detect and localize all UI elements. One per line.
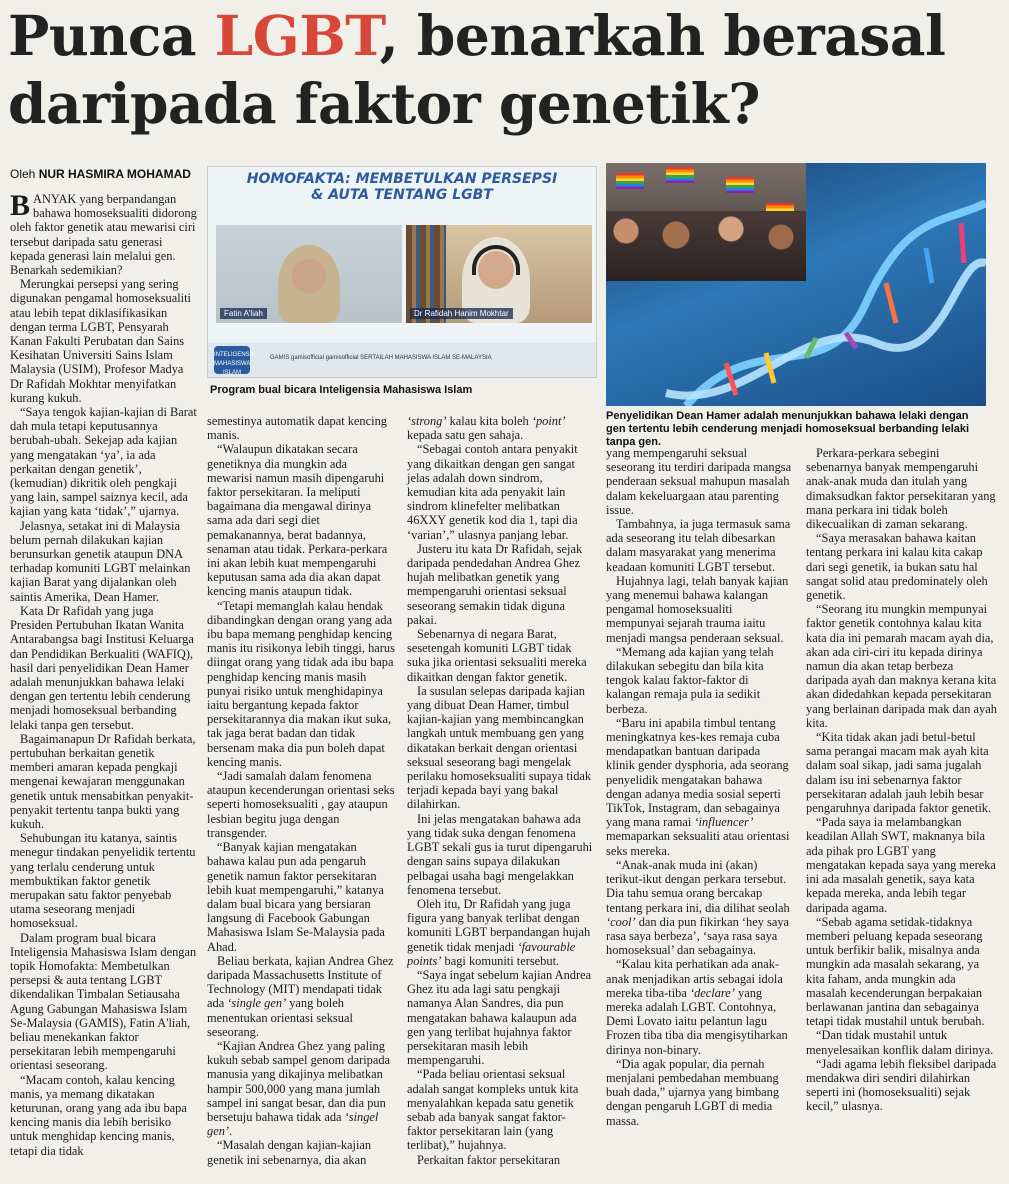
text-run: Oleh itu, Dr Rafidah yang juga figura yang banyak terlibat dengan komuniti LGBT berpandangan hujah genetik tidak menjadi [407, 896, 591, 954]
video-title [208, 171, 596, 203]
text-run: bagi komuniti tersebut. [441, 953, 560, 968]
paragraph: Jelasnya, setakat ini di Malaysia belum pernah dilakukan kajian berunsurkan genetik ataupun DNA terhadap komuniti LGBT melainkan kajian Barat yang dijalankan oleh saintis Amerika, Dean Hamer. [10, 518, 191, 604]
paragraph: “Sebagai contoh antara penyakit yang dikaitkan dengan gen sangat jelas adalah down sindrom, kemudian kita ada penyakit lain sindrom klinefelter melibatkan 46XXY genetik kod dia 1, tapi dia ‘varian’,” ulasnya panjang lebar. [407, 442, 578, 542]
article-column-3 [407, 414, 593, 1167]
italic-term: ‘singel gen’ [207, 1109, 379, 1139]
paragraph [407, 897, 593, 968]
paragraph [207, 954, 395, 1039]
paragraph: Tambahnya, ia juga termasuk sama ada seseorang itu telah dibesarkan dalam masyarakat yang menerima keadaan komuniti LGBT tersebut. [606, 517, 791, 574]
paragraph: “Dan tidak mustahil untuk menyelesaikan konflik dalam dirinya. [806, 1028, 994, 1057]
paragraph [606, 957, 792, 1056]
text-run: kalau kita boleh [446, 414, 532, 428]
paragraph: “Tetapi memanglah kalau hendak dibandingkan dengan orang yang ada ibu bapa memang penghidap kencing manis itu risikonya lebih tinggi, harus diingat orang yang tidak ada ibu bapa penghidap kencing manis masih punyai risiko untuk menghidapinya iaitu bergantung kepada faktor persekitarannya dia makan ikut suka, tak jaga berat badan dan tidak bersenam maka dia pun boleh dapat kencing manis. [207, 598, 395, 769]
paragraph [207, 1039, 395, 1138]
speaker-2-nameplate: Dr Rafidah Hanim Mokhtar [410, 308, 513, 319]
dna-helix-illustration [606, 163, 986, 406]
paragraph: “Dia agak popular, dia pernah menjalani pembedahan membuang buah dada,” ujarnya yang bimbang dengan pengaruh LGBT di media massa. [606, 1056, 780, 1128]
text-run: “Anak-anak muda ini (akan) terikut-ikut dengan perkara tersebut. Dia tahu semua orang bercakap tentang perkara ini, dia dilihat seolah [606, 857, 790, 915]
text-run: “Kajian Andrea Ghez yang paling kukuh sebab sampel genom daripada manusia yang dikajinya melibatkan hampir 500,000 yang mana jumlah sampel ini sangat besar, dan dia pun bersetuju bahawa tidak ada [207, 1038, 391, 1124]
headline-end: , benarkah berasal daripada faktor genetik? [8, 3, 946, 136]
italic-term: ‘strong’ [407, 414, 447, 428]
dna-pride-photo [606, 163, 986, 406]
speaker-1-face [292, 259, 326, 293]
paragraph: Bagaimanapun Dr Rafidah berkata, pertubuhan berkaitan genetik memberi amaran kepada pengkaji mengenai kewajaran menggunakan genetik untuk mensabitkan penyakit-penyakit tertentu tanpa bukti yang kukuh. [10, 731, 196, 831]
program-logo: INTELIGENSIA MAHASISWA ISLAM [214, 346, 250, 374]
paragraph: “Pada saya ia melambangkan keadilan Allah SWT, maknanya bila ada pihak pro LGBT yang mengatakan kepada saya yang mereka ini ada masalah genetik, saya kata kepada mereka, anda lebih tegar daripada agama. [806, 815, 996, 915]
paragraph-text: ANYAK yang berpandangan bahawa homoseksualiti didorong oleh faktor genetik atau mewarisi ciri tersebut daripada satu generasi kepada generasi lain melalui gen. Benarkah sedemikian? [10, 192, 197, 278]
paragraph: semestinya automatik dapat kencing manis. [207, 414, 387, 443]
headline-highlight: LGBT [214, 3, 380, 68]
article-column-4 [606, 446, 792, 1128]
paragraph: “Walaupun dikatakan secara genetiknya dia mungkin ada mewarisi namun masih dipengaruhi faktor persekitaran. Ia meliputi bagaimana dia mengawal dirinya sama ada dari segi diet pemakanannya, berat badannya, senaman atau tidak. Perkara-perkara ini akan lebih kuat mempengaruhi keputusan sama ada dia akan dapat kencing manis ataupun tidak. [207, 442, 388, 599]
paragraph: “Banyak kajian mengatakan bahawa kalau pun ada pengaruh genetik namun faktor persekitaran lebih kuat mempengaruhi,” katanya dalam bual bicara yang bersiaran langsung di Facebook Gabungan Mahasiswa Islam Se-Malaysia pada Ahad. [207, 840, 385, 954]
lead-paragraph [10, 189, 198, 278]
paragraph: “Saya ingat sebelum kajian Andrea Ghez itu ada lagi satu pengkaji namanya Alan Sandres, dia pun mengatakan bahawa kalaupun ada gen yang terlibat hujahnya faktor persekitaran masih lebih mempengaruhi. [407, 967, 592, 1068]
byline [10, 167, 191, 181]
text-run: yang mereka adalah LGBT. Contohnya, Demi Lovato iaitu pelantun lagu Frozen tiba tiba dia mengisytiharkan dirinya non-binary. [606, 985, 788, 1057]
paragraph: Ia susulan selepas daripada kajian yang dibuat Dean Hamer, timbul kajian-kajian yang membincangkan langkah untuk membuang gen yang dikatakan berkait dengan orientasi seksual seseorang bagi mengelak perilaku homoseksualiti supaya tidak terjadi kepada bayi yang bakal dilahirkan. [407, 683, 592, 812]
video-title-line1: HOMOFAKTA: MEMBETULKAN PERSEPSI [246, 171, 558, 187]
paragraph: Kata Dr Rafidah yang juga Presiden Pertubuhan Ikatan Wanita Antarabangsa bagi Institusi Keluarga dan Pendidikan Berkualiti (WAFIQ), hasil dari penyelidikan Dean Hamer adalah menunjukkan bahawa lelaki dengan gen tertentu lebih cenderung menjadi homoseksual berbanding lelaki tanpa gen tersebut. [10, 603, 194, 732]
paragraph: “Saya merasakan bahawa kaitan tentang perkara ini kalau kita cakap dari segi genetik, ia bukan satu hal sangat solid atau predominately oleh genetik. [806, 531, 988, 603]
italic-term: ‘single gen’ [227, 996, 287, 1011]
photo-caption: Penyelidikan Dean Hamer adalah menunjukkan bahawa lelaki dengan gen tertentu lebih cenderung menjadi homoseksual berbanding lelaki tanpa gen. [606, 410, 970, 448]
text-run: kepada satu gen sahaja. [407, 428, 524, 443]
paragraph: “Sebab agama setidak-tidaknya memberi peluang kepada seseorang untuk berfikir balik, misalnya anda mungkin ada masalah sekarang, ya kita faham, anda mungkin ada masalah kecenderungan berpakaian berlawanan jantina dan sebagainya tetapi tidak mustahil untuk berubah. [806, 914, 985, 1029]
video-footer-bar [208, 343, 596, 377]
speaker-pane-1 [216, 225, 402, 323]
italic-term: ‘point’ [531, 414, 566, 428]
paragraph: “Jadi agama lebih fleksibel daripada mendakwa diri sendiri dilahirkan seperti ini (homoseksualiti) sejak kecil,” ulasnya. [806, 1056, 997, 1114]
paragraph: “Saya tengok kajian-kajian di Barat dah mula tetapi keputusannya berubah-ubah. Sekejap ada kajian yang mengatakan ‘ya’, ia ada perkaitan dengan genetik’, (kemudian) dikritik oleh pengkaji yang lain, sampel saiznya kecil, ada kajian yang kata ‘tidak’,” ujarnya. [10, 405, 197, 519]
paragraph: “Memang ada kajian yang telah dilakukan sebegitu dan bila kita tengok kalau faktor-faktor di kalangan remaja pula ia sedikit berbeza. [606, 644, 774, 716]
italic-term: ‘favourable points’ [407, 939, 576, 968]
italic-term: ‘declare’ [689, 985, 735, 1000]
speaker-pane-2 [406, 225, 592, 323]
paragraph: “Seorang itu mungkin mempunyai faktor genetik contohnya kalau kita kata dia ini pemarah macam ayah dia, akan ada ciri-ciri itu kepada dirinya namun dia akan tetap berbeza daripada ayah dan maknya kerana kita akan didedahkan kepada persekitaran yang berlainan daripada mak dan ayah kita. [806, 602, 997, 730]
paragraph: Sebenarnya di negara Barat, sesetengah komuniti LGBT tidak suka jika orientasi seksualiti mereka dikaitkan dengan faktor genetik. [407, 627, 587, 684]
article-column-1 [10, 189, 198, 1158]
social-links: GAMIS gamisofficial gamisofficial SERTAILAH MAHASISWA ISLAM SE-MALAYSIA [270, 355, 492, 361]
paragraph: Hujahnya lagi, telah banyak kajian yang menemui bahawa kalangan pengamal homoseksualiti mempunyai sejarah trauma iaitu menjadi mangsa penderaan seksual. [606, 573, 789, 645]
paragraph: “Jadi samalah dalam fenomena ataupun kecenderungan orientasi seks seperti homoseksualiti , gay ataupun lesbian begitu juga dengan transgender. [207, 769, 395, 840]
paragraph: Justeru itu kata Dr Rafidah, sejak daripada pendedahan Andrea Ghez hujah melibatkan genetik yang mempengaruhi orientasi seksual seseorang semakin tidak diguna pakai. [407, 541, 583, 627]
paragraph: yang mempengaruhi seksual seseorang itu terdiri daripada mangsa penderaan seksual mahupun masalah dalam kekeluargaan atau parenting issue. [606, 446, 792, 517]
drop-cap: B [10, 189, 31, 222]
text-run: Beliau berkata, kajian Andrea Ghez daripada Massachusetts Institute of Technology (MIT) mendapati tidak ada [207, 953, 394, 1011]
text-run: “Baru ini apabila timbul tentang meningkatnya kes-kes remaja cuba mendapatkan bantuan daripada klinik gender dysphoria, ada seorang penyelidik mengatakan bahawa dengan adanya media sosial seperti TikTok, Instagram, dan sebagainya yang mana ramai [606, 715, 789, 830]
article-column-5 [806, 446, 998, 1114]
text-run: memaparkan seksualiti atau orientasi seks mereka. [606, 829, 790, 858]
video-screenshot [207, 166, 597, 378]
headline [8, 2, 1003, 138]
byline-prefix: Oleh [10, 167, 39, 181]
italic-term: ‘cool’ [606, 914, 636, 929]
text-run: . [229, 1124, 233, 1139]
paragraph: “Macam contoh, kalau kencing manis, ya memang dikatakan keturunan, orang yang ada ibu bapa kencing manis dia lebih berisiko untuk menghidap kencing manis, tetapi dia tidak [10, 1072, 187, 1158]
paragraph: Sehubungan itu katanya, saintis menegur tindakan penyelidik tertentu yang terlalu cenderung untuk membuktikan faktor genetik merupakan satu faktor penyebab utama seseorang menjadi homoseksual. [10, 831, 196, 931]
text-run: “Kalau kita perhatikan ada anak-anak menjadikan artis sebagai idola mereka tiba-tiba [606, 957, 783, 1000]
video-caption: Program bual bicara Inteligensia Mahasiswa Islam [210, 384, 473, 396]
paragraph: “Masalah dengan kajian-kajian genetik ini sebenarnya, dia akan [207, 1138, 372, 1167]
paragraph: Ini jelas mengatakan bahawa ada yang tidak suka dengan fenomena LGBT sekali gus ia turut dipengaruhi dengan sains supaya dilakukan pelbagai usaha bagi mengelakkan fenomena tersebut. [407, 811, 593, 897]
paragraph [606, 716, 792, 858]
italic-term: ‘influencer’ [694, 815, 754, 830]
byline-author: NUR HASMIRA MOHAMAD [38, 167, 191, 181]
paragraph [407, 414, 593, 442]
paragraph: Perkaitan faktor persekitaran [417, 1152, 561, 1167]
speaker-1-nameplate: Fatin A'liah [220, 308, 267, 319]
paragraph: “Kita tidak akan jadi betul-betul sama perangai macam mak ayah kita dalam soal sikap, jadi sama jugalah dalam isu ini sebenarnya faktor persekitaran adalah jauh lebih besar pengaruhnya daripada faktor genetik. [806, 730, 992, 816]
video-title-line2: & AUTA TENTANG LGBT [311, 187, 493, 203]
text-run: dan dia pun fikirkan ‘hey saya rasa saya berbeza’, ‘saya rasa saya homoseksual’ dan sebagainya. [606, 914, 790, 958]
paragraph: Perkara-perkara sebegini sebenarnya banyak mempengaruhi anak-anak muda dan itulah yang dimaksudkan faktor persekitaran yang mana perkara ini tidak boleh dikecualikan di zaman sekarang. [806, 446, 996, 532]
text-run: yang boleh menentukan orientasi seksual seseorang. [207, 996, 353, 1039]
article-column-2 [207, 414, 395, 1167]
paragraph: Dalam program bual bicara Inteligensia Mahasiswa Islam dengan topik Homofakta: Membetulkan persepsi & auta tentang LGBT dikendalikan Timbalan Setiausaha Agung Gabungan Mahasiswa Islam Se-Malaysia (GAMIS), Fatin A'liah, beliau menekankan faktor persekitaran lebih mempengaruhi orientasi seseorang. [10, 930, 197, 1073]
paragraph [606, 858, 792, 957]
paragraph: Merungkai persepsi yang sering digunakan pengamal homoseksualiti atau lebih tepat diklasifikasikan dengan terma LGBT, Pensyarah Kanan Fakulti Perubatan dan Sains Kesihatan Universiti Sains Islam Malaysia (USIM), Profesor Madya Dr Rafidah Mokhtar menyifatkan kurang kukuh. [10, 277, 192, 405]
paragraph: “Pada beliau orientasi seksual adalah sangat kompleks untuk kita menyalahkan kepada satu genetik sebab ada banyak sangat faktor-faktor persekitaran lain (yang terlibat),” hujahnya. [407, 1067, 579, 1153]
headline-start: Punca [8, 3, 215, 68]
